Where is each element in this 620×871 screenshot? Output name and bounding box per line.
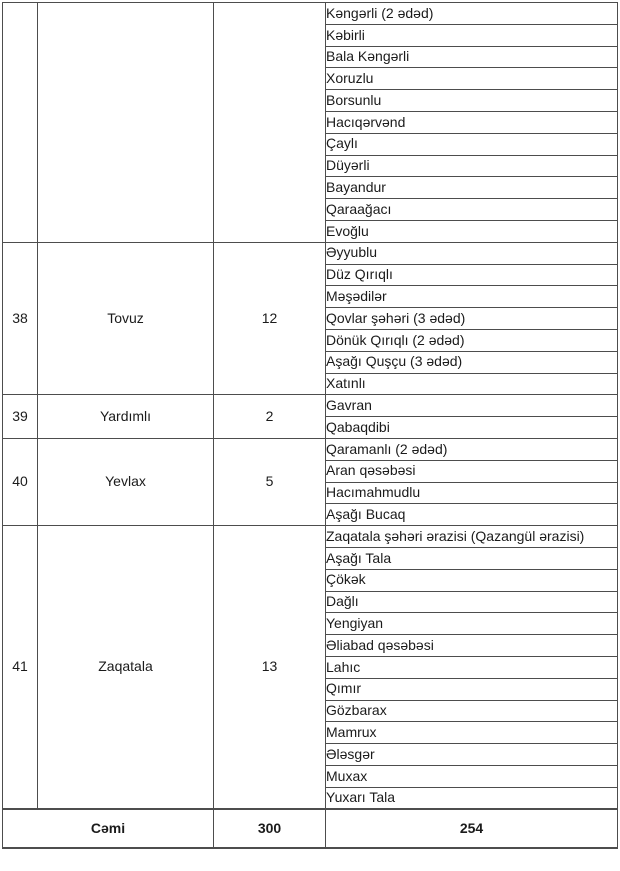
village-cell: Yuxarı Tala	[326, 787, 618, 809]
district-name-cell	[38, 3, 214, 243]
footer-total-label: Cəmi	[3, 809, 214, 848]
village-cell: Kəngərli (2 ədəd)	[326, 3, 618, 25]
village-cell: Aşağı Quşçu (3 ədəd)	[326, 351, 618, 373]
district-name-cell: Yevlax	[38, 438, 214, 525]
table-row	[3, 395, 618, 417]
village-cell: Gözbarax	[326, 700, 618, 722]
table-footer	[3, 809, 618, 848]
village-cell: Aşağı Bucaq	[326, 504, 618, 526]
table-body	[3, 3, 618, 809]
village-cell: Qaraağacı	[326, 199, 618, 221]
settlement-count-cell: 2	[214, 395, 326, 439]
row-number-cell: 39	[3, 395, 38, 439]
village-cell: Bala Kəngərli	[326, 46, 618, 68]
table-row	[3, 3, 618, 25]
table-row	[3, 438, 618, 460]
village-cell: Məşədilər	[326, 286, 618, 308]
row-number-cell: 40	[3, 438, 38, 525]
table-row	[3, 242, 618, 264]
settlement-count-cell	[214, 3, 326, 243]
village-cell: Borsunlu	[326, 90, 618, 112]
district-name-cell: Zaqatala	[38, 526, 214, 809]
village-cell: Düz Qırıqlı	[326, 264, 618, 286]
row-number-cell: 41	[3, 526, 38, 809]
village-cell: Ələsgər	[326, 744, 618, 766]
footer-count-total: 300	[214, 809, 326, 848]
row-number-cell: 38	[3, 242, 38, 395]
village-cell: Əyyublu	[326, 242, 618, 264]
village-cell: Lahıc	[326, 656, 618, 678]
village-cell: Çökək	[326, 569, 618, 591]
totals-row	[3, 809, 618, 848]
village-cell: Muxax	[326, 765, 618, 787]
village-cell: Mamrux	[326, 722, 618, 744]
footer-villages-total: 254	[326, 809, 618, 848]
village-cell: Bayandur	[326, 177, 618, 199]
settlement-count-cell: 12	[214, 242, 326, 395]
village-cell: Xoruzlu	[326, 68, 618, 90]
village-cell: Qabaqdibi	[326, 417, 618, 439]
village-cell: Evoğlu	[326, 220, 618, 242]
table-row	[3, 526, 618, 548]
village-cell: Əliabad qəsəbəsi	[326, 635, 618, 657]
village-cell: Düyərli	[326, 155, 618, 177]
settlement-count-cell: 13	[214, 526, 326, 809]
village-cell: Aşağı Tala	[326, 547, 618, 569]
village-cell: Aran qəsəbəsi	[326, 460, 618, 482]
village-cell: Xatınlı	[326, 373, 618, 395]
village-cell: Çaylı	[326, 133, 618, 155]
village-cell: Qovlar şəhəri (3 ədəd)	[326, 308, 618, 330]
village-cell: Qaramanlı (2 ədəd)	[326, 438, 618, 460]
village-cell: Hacıqərvənd	[326, 111, 618, 133]
village-cell: Zaqatala şəhəri ərazisi (Qazangül ərazisi)	[326, 526, 618, 548]
village-cell: Gavran	[326, 395, 618, 417]
village-cell: Hacımahmudlu	[326, 482, 618, 504]
row-number-cell	[3, 3, 38, 243]
village-cell: Yengiyan	[326, 613, 618, 635]
village-cell: Qımır	[326, 678, 618, 700]
village-cell: Dağlı	[326, 591, 618, 613]
village-cell: Kəbirli	[326, 24, 618, 46]
village-cell: Dönük Qırıqlı (2 ədəd)	[326, 329, 618, 351]
district-name-cell: Tovuz	[38, 242, 214, 395]
settlement-count-cell: 5	[214, 438, 326, 525]
districts-table	[2, 2, 618, 849]
district-name-cell: Yardımlı	[38, 395, 214, 439]
